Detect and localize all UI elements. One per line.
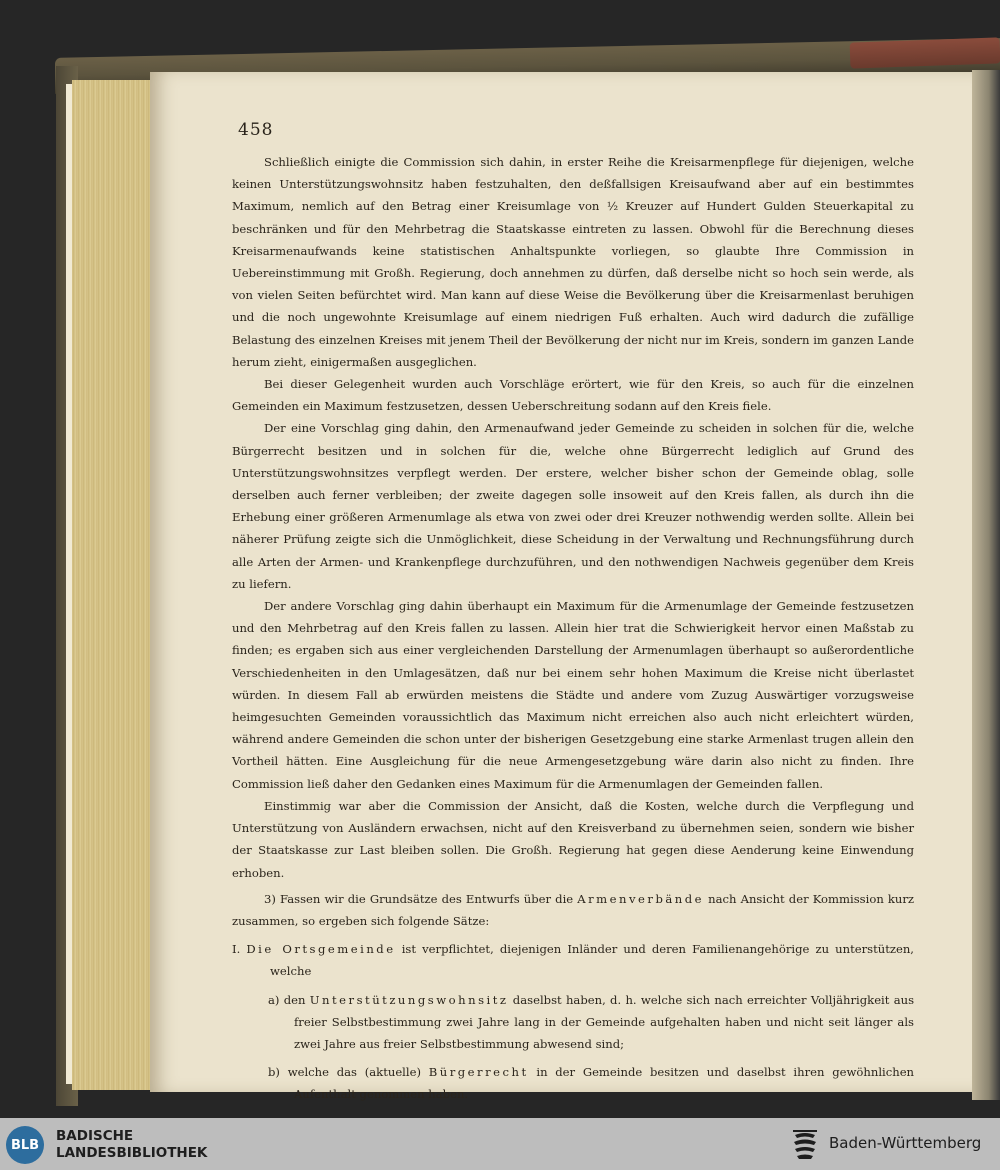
sub-marker: b) [268,1065,280,1080]
page-number: 458 [238,120,274,140]
blb-logo-icon[interactable]: BLB [6,1126,44,1164]
section-3-term: Armenverbände [577,891,705,906]
sub-term: Unterstützungswohnsitz [309,992,509,1007]
list-item-1 [232,938,914,982]
paragraph: Der andere Vorschlag ging dahin überhaupt ein Maximum für die Armenumlage der Gemeinde festzusetzen und den Mehrbetrag auf den Kreis fallen zu lassen. Allein hier trat die Schwierigkeit hervor einen Maßstab zu finden; es ergaben sich aus einer vergleichenden Darstellung der Armenumlagen überhaupt so außerordentliche Verschiedenheiten in den Umlagesätzen, daß nur bei einem sehr hohen Maximum die Kreise nicht überlastet würden. In diesem Fall ab erwürden meistens die Städte und andere vom Zuzug Auswärtiger vorzugsweise heimgesuchten Gemeinden voraussichtlich das Maximum nicht erreichen also auch nicht erleichtert würden, während andere Gemeinden die schon unter der bisherigen Gesetzgebung eine starke Armenlast trugen allein den Vortheil hätten. Eine Ausgleichung für die neue Armengesetzgebung wäre darin also nicht zu finden. Ihre Commission ließ daher den Gedanken eines Maximum für die Armenumlagen der Gemeinden fallen. [232,599,914,791]
baden-wuerttemberg-lions-icon [790,1127,820,1161]
library-name[interactable] [56,1128,207,1162]
paragraph: Schließlich einigte die Commission sich dahin, in erster Reihe die Kreisarmenpflege für diejenigen, welche keinen Unterstützungswohnsitz haben festzuhalten, den deßfallsigen Kreisaufwand aber auf ein bestimmtes Maximum, nemlich auf den Betrag einer Kreisumlage von ½ Kreuzer auf Hundert Gulden Steuerkapital zu beschränken und für den Mehrbetrag die Staatskasse eintreten zu lassen. Obwohl für die Berechnung dieses Kreisarmenaufwands keine statistischen Anhaltspunkte vorliegen, so glaubte Ihre Commission in Uebereinstimmung mit Großh. Regierung, doch annehmen zu dürfen, daß derselbe nicht so hoch sein werde, als von vielen Seiten befürchtet wird. Man kann auf diese Weise die Bevölkerung über die Kreisarmenlast beruhigen und die noch ungewohnte Kreisumlage auf einem niedrigen Fuß erhalten. Auch wird dadurch die zufällige Belastung des einzelnen Kreises mit jenem Theil der Bevölkerung der nicht nur im Kreis, sondern im ganzen Lande herum zieht, einigermaßen ausgeglichen. [232,155,914,369]
sub-text: in der Gemeinde besitzen und daselbst ihren gewöhnlichen Aufenthalt genommen haben. [294,1065,915,1102]
paragraph: Einstimmig war aber die Commission der Ansicht, daß die Kosten, welche durch die Verpflegung und Unterstützung von Ausländern erwachsen, nicht auf den Kreisverband zu übernehmen seien, sondern wie bisher der Staatskasse zur Last bleiben sollen. Die Großh. Regierung hat gegen diese Aenderung keine Einwendung erhoben. [232,798,914,880]
list-marker: I. [232,942,241,957]
sub-item-a [268,989,914,1056]
sub-item-b [268,1061,914,1105]
list-text: ist verpflichtet, diejenigen Inländer und deren Familienangehörige zu unterstützen, welche [270,942,914,979]
sub-term: Bürgerrecht [428,1065,529,1080]
section-3-prefix: 3) Fassen wir die Grundsätze des Entwurfs über die [264,891,574,906]
list-term: Die Ortsgemeinde [246,942,396,957]
sub-text: daselbst haben, d. h. welche sich nach erreichter Volljährigkeit aus freier Selbstbestimmung zwei Jahre lang in der Gemeinde aufgehalten haben und nicht seit länger als zwei Jahre aus freier Selbstbestimmung abwesend sind; [294,992,915,1051]
footer-bar [0,1118,1000,1170]
paragraph: Der eine Vorschlag ging dahin, den Armenaufwand jeder Gemeinde zu scheiden in solchen für die, welche Bürgerrecht besitzen und in solchen für die, welche ohne Bürgerrecht lediglich auf Grund des Unterstützungswohnsitzes verpflegt werden. Der erstere, welcher bisher schon der Gemeinde oblag, solle derselben auch ferner verbleiben; der zweite dagegen solle insoweit auf den Kreis fallen, als durch ihn die Erhebung einer größeren Armenumlage als etwa von zwei oder drei Kreuzer nothwendig werden sollte. Allein bei näherer Prüfung zeigte sich die Unmöglichkeit, diese Scheidung in der Verwaltung und Rechnungsführung durch alle Arten der Armen- und Krankenpflege durchzuführen, und den nothwendigen Nachweis gegenüber dem Kreis zu liefern. [232,421,914,591]
page-right-edge [972,70,1000,1100]
sub-prefix: den [283,992,306,1007]
sub-prefix: welche das (aktuelle) [287,1065,421,1080]
page-text [232,151,914,1106]
paragraph: Bei dieser Gelegenheit wurden auch Vorschläge erörtert, wie für den Kreis, so auch für die einzelnen Gemeinden ein Maximum festzusetzen, dessen Ueberschreitung sodann auf den Kreis fiele. [232,377,914,414]
section-3-suffix: nach Ansicht der Kommission kurz zusammen, so ergeben sich folgende Sätze: [232,891,915,928]
state-name[interactable]: Baden-Württemberg [829,1134,982,1152]
section-3-paragraph [232,888,914,932]
library-name-line2: LANDESBIBLIOTHEK [56,1145,208,1161]
book-spine-strap [850,37,1000,68]
library-name-line1: BADISCHE [56,1128,134,1144]
sub-marker: a) [268,992,280,1007]
